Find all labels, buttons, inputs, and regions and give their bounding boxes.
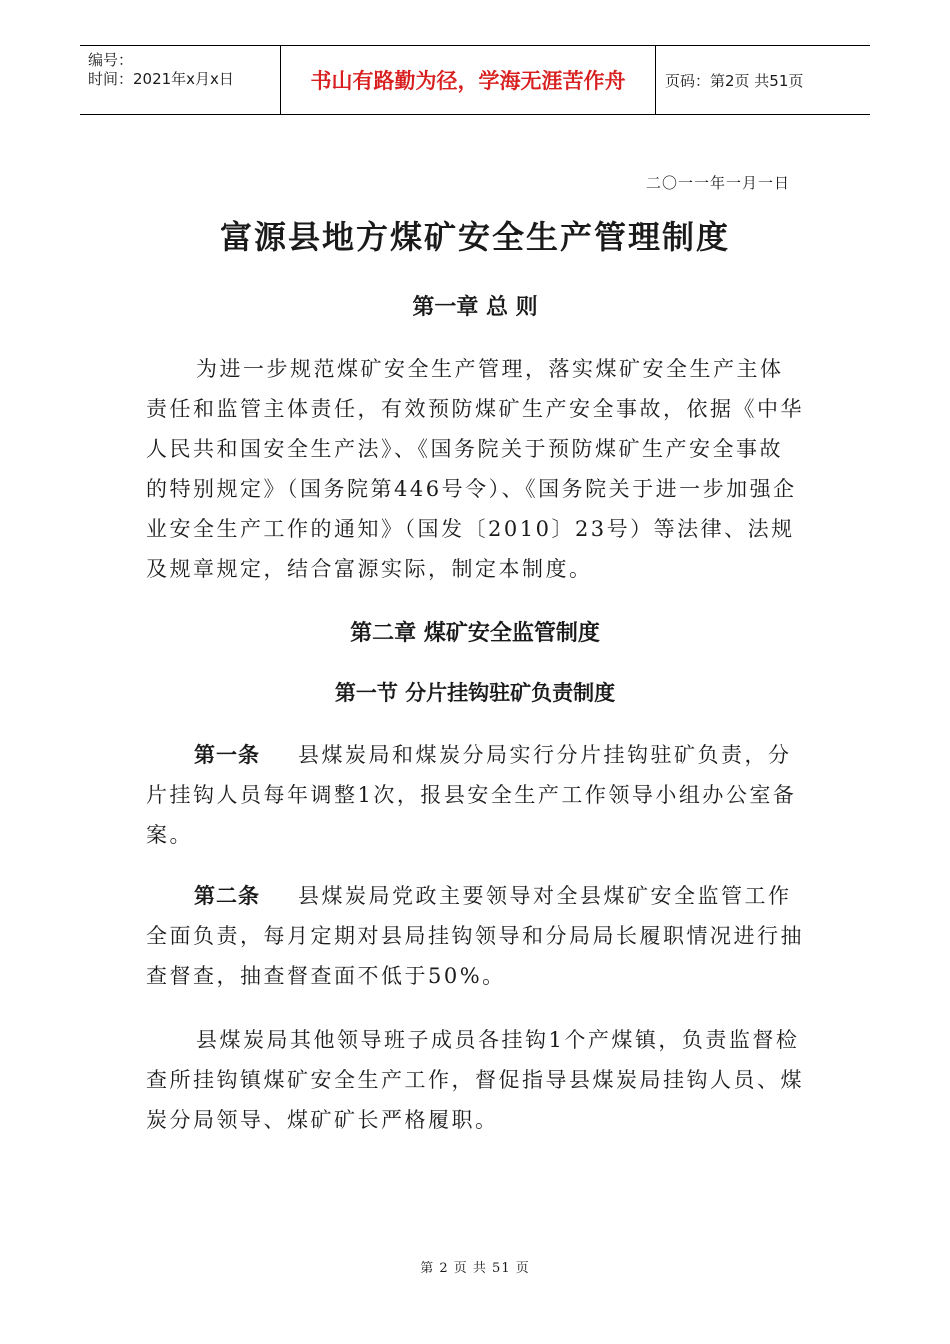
chapter-2-heading: 第二章 煤矿安全监管制度 xyxy=(350,620,600,646)
header-motto: 书山有路勤为径，学海无涯苦作舟 xyxy=(281,46,656,114)
article-2-text: 县煤炭局党政主要领导对全县煤矿安全监管工作全面负责，每月定期对县局挂钩领导和分局局长履职情况进行抽查督查，抽查督查面不低于50%。 xyxy=(146,884,804,988)
document-date: 二〇一一年一月一日 xyxy=(645,174,790,192)
document-time-label: 时间：2021年x月x日 xyxy=(88,70,234,88)
header-page-info: 页码：第2页 共51页 xyxy=(665,71,804,90)
article-2-paragraph-2: 县煤炭局其他领导班子成员各挂钩1个产煤镇，负责监督检查所挂钩镇煤矿安全生产工作，督促指导县煤炭局挂钩人员、煤炭分局领导、煤矿矿长严格履职。 xyxy=(146,1028,804,1132)
section-1-heading: 第一节 分片挂钩驻矿负责制度 xyxy=(334,681,616,705)
article-1-label: 第一条 xyxy=(194,743,260,767)
article-2 xyxy=(146,876,806,996)
document-title: 富源县地方煤矿安全生产管理制度 xyxy=(219,218,730,256)
intro-paragraph: 为进一步规范煤矿安全生产管理，落实煤矿安全生产主体责任和监管主体责任，有效预防煤矿生产安全事故，依据《中华人民共和国安全生产法》、《国务院关于预防煤矿生产安全事故的特别规定》（国务院第446号令）、《国务院关于进一步加强企业安全生产工作的通知》（国发〔2010〕23号）等法律、法规及规章规定，结合富源实际，制定本制度。 xyxy=(146,357,804,581)
page-header xyxy=(80,45,870,115)
article-1 xyxy=(146,735,806,855)
page-footer: 第 2 页 共 51 页 xyxy=(420,1261,530,1276)
chapter-1-heading: 第一章 总 则 xyxy=(412,294,538,320)
document-number-label: 编号： xyxy=(88,51,134,69)
header-meta xyxy=(80,46,281,114)
article-2-label: 第二条 xyxy=(194,884,260,908)
article-1-text: 县煤炭局和煤炭分局实行分片挂钩驻矿负责，分片挂钩人员每年调整1次，报县安全生产工作领导小组办公室备案。 xyxy=(146,743,797,847)
